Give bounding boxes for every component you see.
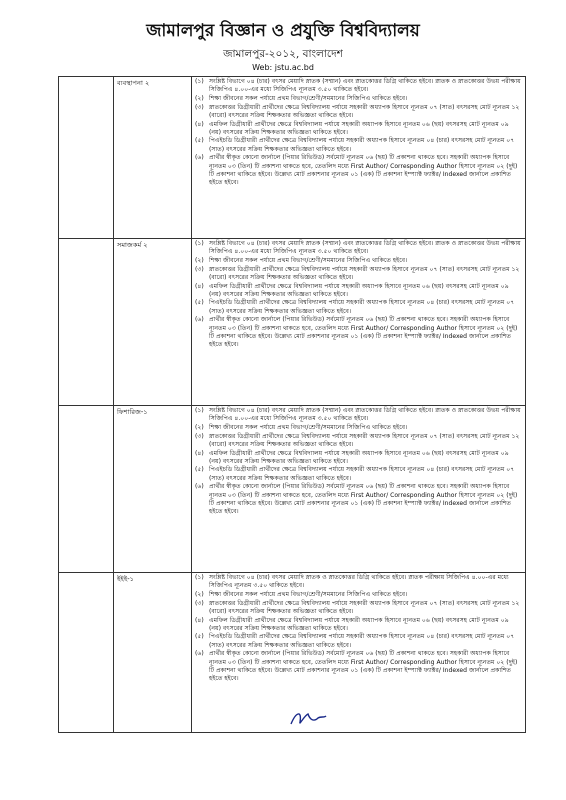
requirement-item	[195, 450, 522, 466]
item-number: (২)	[195, 590, 204, 598]
item-text: স্নাতকোত্তর ডিগ্রীধারী প্রার্থীদের ক্ষেত্রে বিশ্ববিদ্যালয় পর্যায়ে সহকারী অধ্যাপক হিসাবে ন্যূনতম ০৭ (সাত) বৎসরসহ মোট ন্যূনতম ১২ (বারো) বৎসরের সক্রিয় শিক্ষকতার অভিজ্ঞতা থাকিতে হইবে।	[209, 599, 520, 615]
item-number: (১)	[195, 240, 204, 247]
item-number: (২)	[195, 423, 204, 431]
item-text: এমফিল ডিগ্রীধারী প্রার্থীদের ক্ষেত্রে বিশ্ববিদ্যালয় পর্যায়ে সহকারী অধ্যাপক হিসাবে ন্যূনতম ০৬ (ছয়) বৎসরসহ মোট ন্যূনতম ০৯ (নয়) বৎসরের সক্রিয় শিক্ষকতার অভিজ্ঞতা থাকিতে হইবে।	[209, 616, 509, 632]
requirements-list	[192, 573, 525, 685]
item-text: সংশ্লিষ্ট বিভাগে ০৪ (চার) বৎসর মেয়াদি স্নাতক (সম্মান) এবং স্নাতকোত্তর ডিগ্রি থাকিতে হইবে। স্নাতক ও স্নাতকোত্তর উভয় পরীক্ষায় সিজিপিএ ৪.০০-এর মধ্যে সিজিপিএ ন্যূনতম ৩.৫০ থাকিতে হইবে।	[209, 78, 521, 94]
requirements-list	[192, 406, 525, 518]
item-text: এমফিল ডিগ্রীধারী প্রার্থীদের ক্ষেত্রে বিশ্ববিদ্যালয় পর্যায়ে সহকারী অধ্যাপক হিসাবে ন্যূনতম ০৬ (ছয়) বৎসরসহ মোট ন্যূনতম ০৯ (নয়) বৎসরের সক্রিয় শিক্ষকতার অভিজ্ঞতা থাকিতে হইবে।	[209, 282, 509, 298]
website-text: Web: jstu.ac.bd	[252, 63, 314, 72]
item-text: সংশ্লিষ্ট বিভাগে ০৪ (চার) বৎসর মেয়াদি স্নাতক (সম্মান) এবং স্নাতকোত্তর ডিগ্রি থাকিতে হইবে। স্নাতক ও স্নাতকোত্তর উভয় পরীক্ষায় সিজিপিএ ৪.০০-এর মধ্যে সিজিপিএ ন্যূনতম ৩.৫০ থাকিতে হইবে।	[209, 407, 521, 423]
item-text: পিএইচডি ডিগ্রীধারী প্রার্থীদের ক্ষেত্রে বিশ্ববিদ্যালয় পর্যায়ে সহকারী অধ্যাপক হিসাবে ন্যূনতম ০৪ (চার) বৎসরসহ মোট ন্যূনতম ০৭ (সাত) বৎসরের সক্রিয় শিক্ষকতার অভিজ্ঞতা থাকিতে হইবে।	[209, 299, 515, 315]
item-text: পিএইচডি ডিগ্রীধারী প্রার্থীদের ক্ষেত্রে বিশ্ববিদ্যালয় পর্যায়ে সহকারী অধ্যাপক হিসাবে ন্যূনতম ০৪ (চার) বৎসরসহ মোট ন্যূনতম ০৭ (সাত) বৎসরের সক্রিয় শিক্ষকতার অভিজ্ঞতা থাকিতে হইবে।	[209, 466, 515, 482]
item-number: (৪)	[195, 282, 204, 290]
requirements-cell	[192, 77, 526, 239]
item-number: (৫)	[195, 466, 204, 474]
item-number: (১)	[195, 78, 204, 85]
post-name: ফিশারিজ-১	[114, 406, 192, 573]
university-address: জামালপুর-২০১২, বাংলাদেশ	[223, 48, 343, 60]
item-text: শিক্ষা জীবনের সকল পর্যায়ে প্রথম বিভাগ/শ্রেণী/সমমানের সিজিপিএ থাকিতে হইবে।	[209, 94, 408, 102]
requirement-item	[195, 137, 522, 153]
requirement-item	[195, 424, 522, 432]
requirement-item	[195, 316, 522, 349]
item-text: পিএইচডি ডিগ্রীধারী প্রার্থীদের ক্ষেত্রে বিশ্ববিদ্যালয় পর্যায়ে সহকারী অধ্যাপক হিসাবে ন্যূনতম ০৪ (চার) বৎসরসহ মোট ন্যূনতম ০৭ (সাত) বৎসরের সক্রিয় শিক্ষকতার অভিজ্ঞতা থাকিতে হইবে।	[209, 137, 515, 153]
requirement-item	[195, 433, 522, 449]
requirement-item	[195, 617, 522, 633]
requirement-item	[195, 78, 522, 94]
item-text: স্নাতকোত্তর ডিগ্রীধারী প্রার্থীদের ক্ষেত্রে বিশ্ববিদ্যালয় পর্যায়ে সহকারী অধ্যাপক হিসাবে ন্যূনতম ০৭ (সাত) বৎসরসহ মোট ন্যূনতম ১২ (বারো) বৎসরের সক্রিয় শিক্ষকতার অভিজ্ঞতা থাকিতে হইবে।	[209, 103, 520, 119]
requirements-list	[192, 77, 525, 189]
item-text: শিক্ষা জীবনের সকল পর্যায়ে প্রথম বিভাগ/শ্রেণী/সমমানের সিজিপিএ থাকিতে হইবে।	[209, 423, 408, 431]
item-text: প্রার্থীর স্বীকৃত কোনো জার্নালে (পিয়ার রিভিউড) সর্বমোট ন্যূনতম ০৬ (ছয়) টি প্রকাশনা থাকতে হবে। সহকারী অধ্যাপক হিসাবে ন্যূনতম ০৩ (তিন) টি প্রকাশনা থাকতে হবে, তেতলিদ মধ্যে First Author/ Corresponding Author হিসাবে ন্যূনতম ০২ (দুই) টি প্রকাশনা থাকিতে হইবে। উল্লেখ্য মোট প্রকাশনার ন্যূনতম ০১ (এক) টি প্রকাশনা ইম্প্যাক্ট ফ্যাক্টর/ Indexed জার্নালে প্রকাশিত হইতে হইবে।	[209, 316, 518, 348]
item-number: (৩)	[195, 103, 204, 111]
requirement-item	[195, 466, 522, 482]
qualification-table	[58, 76, 526, 733]
requirements-cell	[192, 239, 526, 406]
requirement-item	[195, 257, 522, 265]
item-number: (৪)	[195, 120, 204, 128]
signature-mark	[288, 706, 328, 730]
item-number: (১)	[195, 407, 204, 414]
item-number: (৩)	[195, 265, 204, 273]
post-name: সমাজকর্ম ২	[114, 239, 192, 406]
item-text: শিক্ষা জীবনের সকল পর্যায়ে প্রথম বিভাগ/শ্রেণী/সমমানের সিজিপিএ থাকিতে হইবে।	[209, 590, 408, 598]
requirement-item	[195, 483, 522, 516]
post-name: ব্যবস্থাপনা ২	[114, 77, 192, 239]
item-text: এমফিল ডিগ্রীধারী প্রার্থীদের ক্ষেত্রে বিশ্ববিদ্যালয় পর্যায়ে সহকারী অধ্যাপক হিসাবে ন্যূনতম ০৬ (ছয়) বৎসরসহ মোট ন্যূনতম ০৯ (নয়) বৎসরের সক্রিয় শিক্ষকতার অভিজ্ঞতা থাকিতে হইবে।	[209, 120, 509, 136]
requirement-item	[195, 591, 522, 599]
item-text: প্রার্থীর স্বীকৃত কোনো জার্নালে (পিয়ার রিভিউড) সর্বমোট ন্যূনতম ০৬ (ছয়) টি প্রকাশনা থাকতে হবে। সহকারী অধ্যাপক হিসাবে ন্যূনতম ০৩ (তিন) টি প্রকাশনা থাকতে হবে, তেতলিদ মধ্যে First Author/ Corresponding Author হিসাবে ন্যূনতম ০২ (দুই) টি প্রকাশনা থাকিতে হইবে। উল্লেখ্য মোট প্রকাশনার ন্যূনতম ০১ (এক) টি প্রকাশনা ইম্প্যাক্ট ফ্যাক্টর/ Indexed জার্নালে প্রকাশিত হইতে হইবে।	[209, 650, 518, 682]
post-name: ইইই-১	[114, 573, 192, 733]
empty-cell	[59, 239, 114, 406]
item-text: স্নাতকোত্তর ডিগ্রীধারী প্রার্থীদের ক্ষেত্রে বিশ্ববিদ্যালয় পর্যায়ে সহকারী অধ্যাপক হিসাবে ন্যূনতম ০৭ (সাত) বৎসরসহ মোট ন্যূনতম ১২ (বারো) বৎসরের সক্রিয় শিক্ষকতার অভিজ্ঞতা থাকিতে হইবে।	[209, 432, 520, 448]
requirement-item	[195, 154, 522, 187]
item-text: এমফিল ডিগ্রীধারী প্রার্থীদের ক্ষেত্রে বিশ্ববিদ্যালয় পর্যায়ে সহকারী অধ্যাপক হিসাবে ন্যূনতম ০৬ (ছয়) বৎসরসহ মোট ন্যূনতম ০৯ (নয়) বৎসরের সক্রিয় শিক্ষকতার অভিজ্ঞতা থাকিতে হইবে।	[209, 449, 509, 465]
item-number: (৩)	[195, 432, 204, 440]
item-number: (৫)	[195, 633, 204, 641]
requirements-list	[192, 239, 525, 351]
requirements-cell	[192, 573, 526, 733]
item-number: (৪)	[195, 616, 204, 624]
item-text: সংশ্লিষ্ট বিভাগে ০৪ (চার) বৎসর মেয়াদি স্নাতক ও স্নাতকোত্তর ডিগ্রি থাকিতে হইবে। স্নাতক পরীক্ষায় সিজিপিএ ৪.০০-এর মধ্যে সিজিপিএ ন্যূনতম ৩.৫০ থাকিতে হইবে।	[209, 574, 509, 590]
requirement-item	[195, 104, 522, 120]
item-number: (৬)	[195, 650, 204, 658]
requirements-cell	[192, 406, 526, 573]
empty-cell	[59, 573, 114, 733]
requirement-item	[195, 121, 522, 137]
item-number: (৪)	[195, 449, 204, 457]
item-text: স্নাতকোত্তর ডিগ্রীধারী প্রার্থীদের ক্ষেত্রে বিশ্ববিদ্যালয় পর্যায়ে সহকারী অধ্যাপক হিসাবে ন্যূনতম ০৭ (সাত) বৎসরসহ মোট ন্যূনতম ১২ (বারো) বৎসরের সক্রিয় শিক্ষকতার অভিজ্ঞতা থাকিতে হইবে।	[209, 265, 520, 281]
item-number: (৩)	[195, 599, 204, 607]
item-text: পিএইচডি ডিগ্রীধারী প্রার্থীদের ক্ষেত্রে বিশ্ববিদ্যালয় পর্যায়ে সহকারী অধ্যাপক হিসাবে ন্যূনতম ০৪ (চার) বৎসরসহ মোট ন্যূনতম ০৭ (সাত) বৎসরের সক্রিয় শিক্ষকতার অভিজ্ঞতা থাকিতে হইবে।	[209, 633, 515, 649]
requirement-item	[195, 650, 522, 683]
table-row	[59, 406, 526, 573]
university-name: জামালপুর বিজ্ঞান ও প্রযুক্তি বিশ্ববিদ্যালয়	[146, 21, 420, 41]
item-text: সংশ্লিষ্ট বিভাগে ০৪ (চার) বৎসর মেয়াদি স্নাতক (সম্মান) এবং স্নাতকোত্তর ডিগ্রি থাকিতে হইবে। স্নাতক ও স্নাতকোত্তর উভয় পরীক্ষায় সিজিপিএ ৪.০০-এর মধ্যে সিজিপিএ ন্যূনতম ৩.৫০ থাকিতে হইবে।	[209, 240, 521, 256]
item-number: (৬)	[195, 483, 204, 491]
requirement-item	[195, 299, 522, 315]
requirement-item	[195, 574, 522, 590]
requirement-item	[195, 266, 522, 282]
table-row	[59, 239, 526, 406]
item-text: প্রার্থীর স্বীকৃত কোনো জার্নালে (পিয়ার রিভিউড) সর্বমোট ন্যূনতম ০৬ (ছয়) টি প্রকাশনা থাকতে হবে। সহকারী অধ্যাপক হিসাবে ন্যূনতম ০৩ (তিন) টি প্রকাশনা থাকতে হবে, তেতলিদ মধ্যে First Author/ Corresponding Author হিসাবে ন্যূনতম ০২ (দুই) টি প্রকাশনা থাকিতে হইবে। উল্লেখ্য মোট প্রকাশনার ন্যূনতম ০১ (এক) টি প্রকাশনা ইম্প্যাক্ট ফ্যাক্টর/ Indexed জার্নালে প্রকাশিত হইতে হইবে।	[209, 483, 518, 515]
item-number: (৫)	[195, 137, 204, 145]
requirement-item	[195, 95, 522, 103]
requirement-item	[195, 407, 522, 423]
item-number: (২)	[195, 94, 204, 102]
item-number: (২)	[195, 256, 204, 264]
item-text: শিক্ষা জীবনের সকল পর্যায়ে প্রথম বিভাগ/শ্রেণী/সমমানের সিজিপিএ থাকিতে হইবে।	[209, 256, 408, 264]
item-text: প্রার্থীর স্বীকৃত কোনো জার্নালে (পিয়ার রিভিউড) সর্বমোট ন্যূনতম ০৬ (ছয়) টি প্রকাশনা থাকতে হবে। সহকারী অধ্যাপক হিসাবে ন্যূনতম ০৩ (তিন) টি প্রকাশনা থাকতে হবে, তেতলিদ মধ্যে First Author/ Corresponding Author হিসাবে ন্যূনতম ০২ (দুই) টি প্রকাশনা থাকিতে হইবে। উল্লেখ্য মোট প্রকাশনার ন্যূনতম ০১ (এক) টি প্রকাশনা ইম্প্যাক্ট ফ্যাক্টর/ Indexed জার্নালে প্রকাশিত হইতে হইবে।	[209, 154, 518, 186]
item-number: (১)	[195, 574, 204, 581]
item-number: (৬)	[195, 154, 204, 162]
requirement-item	[195, 633, 522, 649]
item-number: (৫)	[195, 299, 204, 307]
table-row	[59, 77, 526, 239]
empty-cell	[59, 406, 114, 573]
item-number: (৬)	[195, 316, 204, 324]
requirement-item	[195, 283, 522, 299]
empty-cell	[59, 77, 114, 239]
requirement-item	[195, 600, 522, 616]
requirement-item	[195, 240, 522, 256]
